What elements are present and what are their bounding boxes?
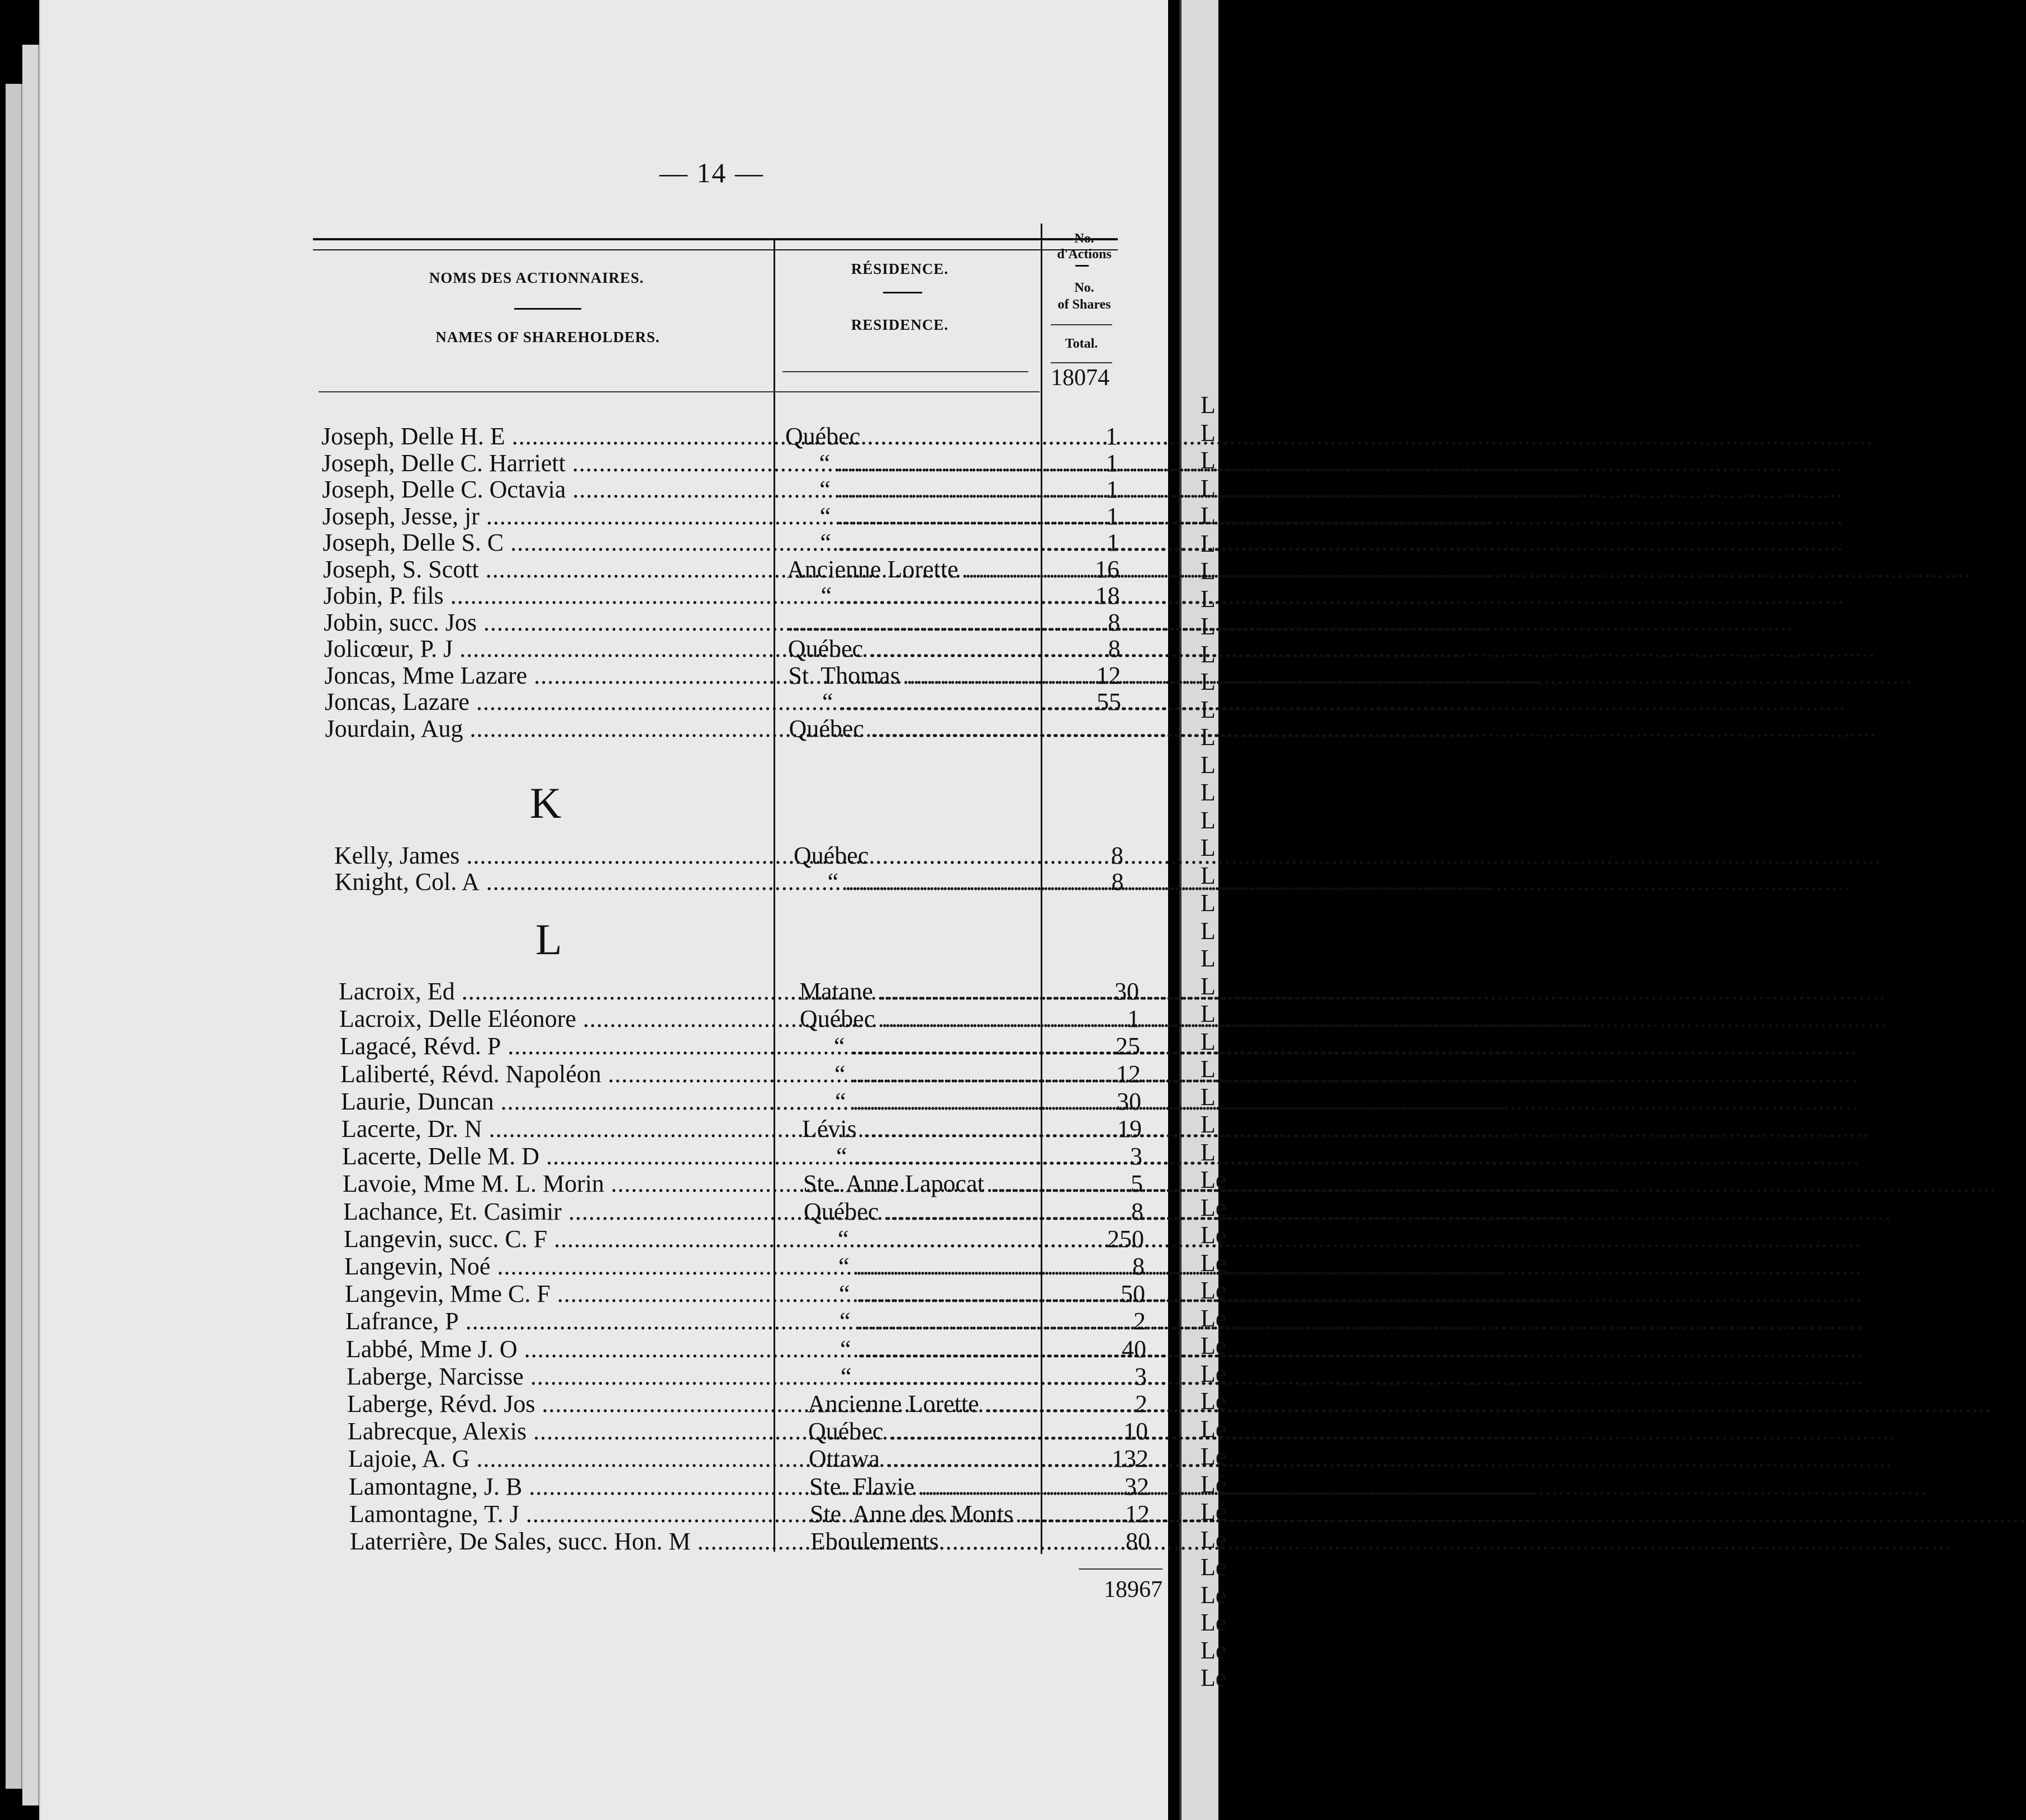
shareholder-residence: “ ..... <box>786 528 1074 557</box>
shareholder-shares: 1 <box>1127 1005 1140 1033</box>
facing-page-letter: Le <box>1201 1249 1227 1277</box>
facing-page-letter: L <box>1201 917 1216 945</box>
shareholder-name: Laurie, Duncan ..... <box>341 1087 788 1116</box>
shareholder-row <box>0 581 1163 608</box>
shareholder-shares: 16 <box>1095 555 1119 583</box>
facing-page-letter: Le <box>1201 1387 1227 1415</box>
shareholder-shares: 1 <box>1105 449 1118 477</box>
shareholder-row <box>0 1500 1163 1527</box>
shareholder-name: Joseph, S. Scott ..... <box>323 555 774 584</box>
shareholder-shares: 1 <box>1105 423 1118 450</box>
shareholder-name: Lagacé, Révd. P ..... <box>340 1032 787 1060</box>
facing-page-letter: Le <box>1201 1166 1227 1193</box>
shareholder-name: Joncas, Mme Lazare ..... <box>324 661 775 690</box>
shareholder-shares: 55 <box>1097 688 1121 715</box>
shareholder-name: Langevin, Noé ..... <box>344 1252 791 1281</box>
shareholder-row <box>0 1335 1163 1362</box>
shareholder-row <box>0 475 1163 502</box>
facing-page-letter: L <box>1201 861 1216 889</box>
shareholder-shares: 80 <box>1126 1528 1150 1555</box>
final-total-rule <box>1079 1568 1163 1570</box>
shareholder-name: Lajoie, A. G ..... <box>348 1444 795 1473</box>
shareholder-name: Laberge, Narcisse ..... <box>347 1362 794 1391</box>
section-heading-k: K <box>530 779 564 827</box>
section-heading-l: L <box>535 915 564 964</box>
shareholder-residence: Québec ..... <box>788 634 1076 663</box>
header-no-shares-1: No. <box>1074 281 1094 295</box>
shareholder-name: Labrecque, Alexis ..... <box>348 1417 795 1445</box>
shareholder-residence: Ste. Flavie ..... <box>809 1472 1104 1501</box>
shareholder-shares: 12 <box>1096 661 1121 689</box>
shareholder-name: Jourdain, Aug ..... <box>325 714 776 743</box>
shareholder-residence: “ ..... <box>805 1279 1100 1308</box>
shareholder-residence: “ ..... <box>794 868 1079 896</box>
shareholder-name: Lacerte, Delle M. D ..... <box>342 1142 789 1170</box>
shareholder-row <box>0 841 1163 868</box>
facing-page-letter: Le <box>1201 1553 1227 1581</box>
facing-page-letter: L <box>1201 779 1216 806</box>
shareholder-residence: “ ..... <box>806 1335 1102 1363</box>
facing-page-letter: Lé <box>1201 1470 1227 1498</box>
shareholder-shares: 5 <box>1131 1170 1143 1198</box>
shareholder-name: Lacroix, Ed ..... <box>339 977 786 1006</box>
shareholder-name: Joseph, Delle S. C ..... <box>322 528 773 557</box>
facing-page-letter: L <box>1201 1111 1216 1138</box>
shareholder-residence: Québec ..... <box>785 422 1073 451</box>
final-total: 18967 <box>1104 1577 1163 1603</box>
carried-forward-total: 18074 <box>1051 365 1109 391</box>
shareholder-residence: Québec ..... <box>789 714 1077 743</box>
shareholder-shares: 32 <box>1124 1472 1149 1500</box>
shareholder-row <box>0 1252 1163 1279</box>
shareholder-shares: 25 <box>1116 1032 1140 1060</box>
shareholder-residence: “ ..... <box>807 1362 1102 1391</box>
header-dash <box>514 308 581 310</box>
facing-page-letter: L <box>1201 723 1216 751</box>
facing-page-letter: Le <box>1201 1664 1227 1691</box>
facing-page-letter: Le <box>1201 1609 1227 1636</box>
facing-page-letter: L <box>1201 529 1216 557</box>
shareholder-name: Joseph, Delle C. Harriett ..... <box>322 449 772 477</box>
shareholder-residence: “ ..... <box>786 475 1074 504</box>
facing-page-letter: L <box>1201 889 1216 917</box>
shareholder-row <box>0 1472 1163 1499</box>
shareholder-row <box>0 555 1163 582</box>
shareholder-residence: “ ..... <box>805 1252 1100 1281</box>
facing-page-letter: L <box>1201 806 1216 834</box>
shareholder-row <box>0 1362 1163 1389</box>
shareholder-shares: 8 <box>1132 1253 1145 1280</box>
facing-page-letter: L <box>1201 391 1216 419</box>
shareholder-name: Langevin, succ. C. F ..... <box>344 1225 791 1253</box>
shareholder-row <box>0 688 1163 714</box>
shareholder-row <box>0 1417 1163 1444</box>
shareholder-name: Jobin, P. fils ..... <box>324 581 774 610</box>
shareholder-residence: “ ..... <box>786 449 1074 477</box>
facing-page-letter: L <box>1201 613 1216 640</box>
shareholder-shares: 1 <box>1107 529 1119 556</box>
facing-page-letter: L <box>1201 585 1216 613</box>
shareholder-shares: 2 <box>1133 1307 1146 1335</box>
header-no-shares-2: of Shares <box>1057 297 1111 312</box>
shareholder-name: Langevin, Mme C. F ..... <box>345 1279 792 1308</box>
shareholder-residence: Ottawa ..... <box>809 1444 1104 1473</box>
header-double-rule <box>313 238 1118 250</box>
shareholder-shares: 132 <box>1112 1445 1149 1473</box>
shareholder-residence: Québec ..... <box>804 1197 1099 1226</box>
shareholder-shares: 12 <box>1125 1500 1150 1528</box>
facing-page-letter: Le <box>1201 1636 1227 1664</box>
shareholder-name: Labbé, Mme J. O ..... <box>346 1335 793 1363</box>
shareholder-residence: Ste. Anne des Monts ..... <box>810 1500 1105 1528</box>
shareholder-shares: 12 <box>1116 1060 1141 1088</box>
facing-page-letter: L <box>1201 834 1216 861</box>
facing-page-letter: L <box>1201 1027 1216 1055</box>
shareholder-residence: Québec ..... <box>800 1004 1095 1033</box>
shareholder-name: Lavoie, Mme M. L. Morin ..... <box>343 1169 790 1198</box>
shareholder-row <box>0 868 1163 894</box>
shareholder-name: Kelly, James ..... <box>334 841 780 870</box>
facing-page-letter: Le <box>1201 1415 1227 1443</box>
facing-page-letter: L <box>1201 1083 1216 1111</box>
facing-page-letter: L <box>1201 557 1216 585</box>
shareholder-residence: “ ..... <box>787 581 1075 610</box>
shareholder-name: Joseph, Delle C. Octavia ..... <box>322 475 772 504</box>
page-number: — 14 — <box>659 157 764 188</box>
shareholder-shares: 19 <box>1117 1115 1142 1143</box>
facing-page-letter: L <box>1201 1138 1216 1166</box>
shareholder-shares: 1 <box>1106 476 1119 503</box>
shareholder-name: Joseph, Delle H. E ..... <box>321 422 772 451</box>
facing-page-letter: Le <box>1201 1304 1227 1332</box>
shareholder-residence: “ ..... <box>801 1060 1096 1088</box>
shareholder-residence: “ ..... <box>803 1142 1098 1170</box>
shareholder-row <box>0 1444 1163 1471</box>
shareholder-residence: “ ..... <box>806 1307 1101 1335</box>
shareholder-residence: “ ..... <box>801 1087 1097 1116</box>
shareholder-shares: 1 <box>1106 502 1119 530</box>
header-dash <box>883 292 922 293</box>
shareholder-row <box>0 1169 1163 1196</box>
shareholder-name: Knight, Col. A ..... <box>335 868 781 896</box>
shareholder-shares: 2 <box>1135 1390 1147 1418</box>
shareholder-residence: “ ..... <box>804 1225 1099 1253</box>
shareholder-name: Lafrance, P ..... <box>345 1307 793 1335</box>
facing-page-letter: L <box>1201 668 1216 695</box>
header-bottom-rule <box>319 391 1040 392</box>
shareholder-row <box>0 422 1163 449</box>
shareholder-row <box>0 1004 1163 1031</box>
shareholder-row <box>0 1087 1163 1114</box>
facing-page-letter: Le <box>1201 1443 1227 1470</box>
shareholder-shares: 8 <box>1131 1197 1144 1225</box>
facing-page-letter: Le <box>1201 1359 1227 1387</box>
shareholder-name: Laterrière, De Sales, succ. Hon. M ..... <box>350 1527 797 1556</box>
shareholder-shares: 30 <box>1117 1087 1141 1115</box>
header-names-fr: NOMS DES ACTIONNAIRES. <box>429 269 644 286</box>
shareholder-residence: St. Thomas ..... <box>788 661 1076 690</box>
shareholder-residence: Lévis ..... <box>802 1115 1097 1143</box>
shareholder-residence <box>787 608 1075 637</box>
shareholder-residence: Eboulements ..... <box>810 1527 1105 1556</box>
shareholder-row <box>0 1279 1163 1306</box>
shareholder-shares: 3 <box>1130 1143 1142 1170</box>
facing-page-letter: L <box>1201 695 1216 723</box>
shareholder-name: Jolicœur, P. J ..... <box>324 634 775 663</box>
shareholder-name: Lachance, Et. Casimir ..... <box>343 1197 790 1226</box>
shareholder-row <box>0 608 1163 635</box>
shareholder-residence: Ste. Anne Lapocat ..... <box>803 1169 1098 1198</box>
shareholder-residence: Ancienne Lorette ..... <box>808 1390 1103 1418</box>
facing-page-letter: Le <box>1201 1277 1227 1304</box>
shareholder-shares: 8 <box>1108 635 1121 662</box>
header-rule <box>1051 324 1112 325</box>
shareholder-row <box>0 714 1163 741</box>
shareholder-row <box>0 1060 1163 1087</box>
facing-page-letter: L <box>1201 945 1216 972</box>
shareholder-row <box>0 1390 1163 1416</box>
shareholder-residence: “ ..... <box>789 688 1076 716</box>
shareholder-row <box>0 1307 1163 1334</box>
facing-page-letter: Le <box>1201 1525 1227 1553</box>
shareholder-shares: 50 <box>1121 1280 1145 1308</box>
shareholder-shares: 40 <box>1122 1335 1146 1363</box>
facing-page-letter: Le <box>1201 1193 1227 1221</box>
shareholder-name: Jobin, succ. Jos ..... <box>324 608 774 637</box>
shareholder-name: Lacerte, Dr. N ..... <box>341 1115 789 1143</box>
facing-page-letter: L <box>1201 1000 1216 1027</box>
shareholder-shares: 8 <box>1108 608 1121 636</box>
facing-page-letter: L <box>1201 1055 1216 1083</box>
facing-page-letter: Lé <box>1201 1498 1227 1525</box>
header-names-en: NAMES OF SHAREHOLDERS. <box>435 329 660 345</box>
facing-page-letter: L <box>1201 474 1216 502</box>
shareholder-shares: 8 <box>1111 868 1124 895</box>
header-residence-en: RESIDENCE. <box>851 316 949 333</box>
shareholder-residence: Québec ..... <box>808 1417 1103 1445</box>
shareholder-row <box>0 1197 1163 1224</box>
header-no-actions-2: d'Actions <box>1057 247 1112 262</box>
shareholder-shares: 250 <box>1107 1225 1144 1253</box>
facing-page-letter: L <box>1201 640 1216 668</box>
shareholder-residence: “ ..... <box>800 1032 1095 1060</box>
shareholder-row <box>0 1142 1163 1169</box>
facing-page-letter: L <box>1201 502 1216 529</box>
shareholder-name: Lacroix, Delle Eléonore ..... <box>339 1004 786 1033</box>
shareholder-name: Laliberté, Révd. Napoléon ..... <box>340 1060 787 1088</box>
facing-page-letter: L <box>1201 972 1216 1000</box>
shareholder-residence: Matane ..... <box>799 977 1094 1006</box>
shareholder-name: Laberge, Révd. Jos ..... <box>347 1390 794 1418</box>
shareholder-row <box>0 1225 1163 1252</box>
facing-page-letter: Le <box>1201 1332 1227 1359</box>
shareholder-row <box>0 502 1163 529</box>
shareholder-name: Joncas, Lazare ..... <box>325 688 775 716</box>
shareholder-name: Lamontagne, T. J ..... <box>349 1500 796 1528</box>
shareholder-residence: “ ..... <box>786 502 1074 530</box>
header-no-actions-1: No. <box>1074 231 1094 246</box>
facing-page-letter: Le <box>1201 1581 1227 1609</box>
shareholder-shares: 3 <box>1135 1362 1147 1390</box>
shareholder-row <box>0 1115 1163 1141</box>
shareholder-row <box>0 1032 1163 1059</box>
facing-page-letter: L <box>1201 419 1216 447</box>
facing-page-letter: Le <box>1201 1221 1227 1249</box>
shareholder-shares: 30 <box>1114 978 1139 1005</box>
shareholder-shares: 18 <box>1095 582 1120 609</box>
header-bottom-rule <box>782 371 1028 372</box>
shareholder-row <box>0 528 1163 555</box>
header-dash <box>1075 265 1089 267</box>
facing-page-letter: L <box>1201 751 1216 779</box>
shareholder-shares: 8 <box>1111 842 1123 869</box>
shareholder-residence: Québec ..... <box>794 841 1079 870</box>
shareholder-row <box>0 449 1163 476</box>
shareholder-name: Joseph, Jesse, jr ..... <box>322 502 773 530</box>
shareholder-row <box>0 634 1163 661</box>
shareholder-name: Lamontagne, J. B ..... <box>349 1472 796 1501</box>
header-residence-fr: RÉSIDENCE. <box>851 260 949 277</box>
shareholder-row <box>0 661 1163 688</box>
shareholder-row <box>0 1527 1163 1554</box>
shareholder-residence: Ancienne Lorette ..... <box>787 555 1075 584</box>
shareholder-row <box>0 977 1163 1004</box>
shareholder-shares: 10 <box>1123 1418 1148 1445</box>
facing-page-letter: L <box>1201 447 1216 474</box>
header-total: Total. <box>1065 336 1098 351</box>
total-rule <box>1051 362 1112 363</box>
